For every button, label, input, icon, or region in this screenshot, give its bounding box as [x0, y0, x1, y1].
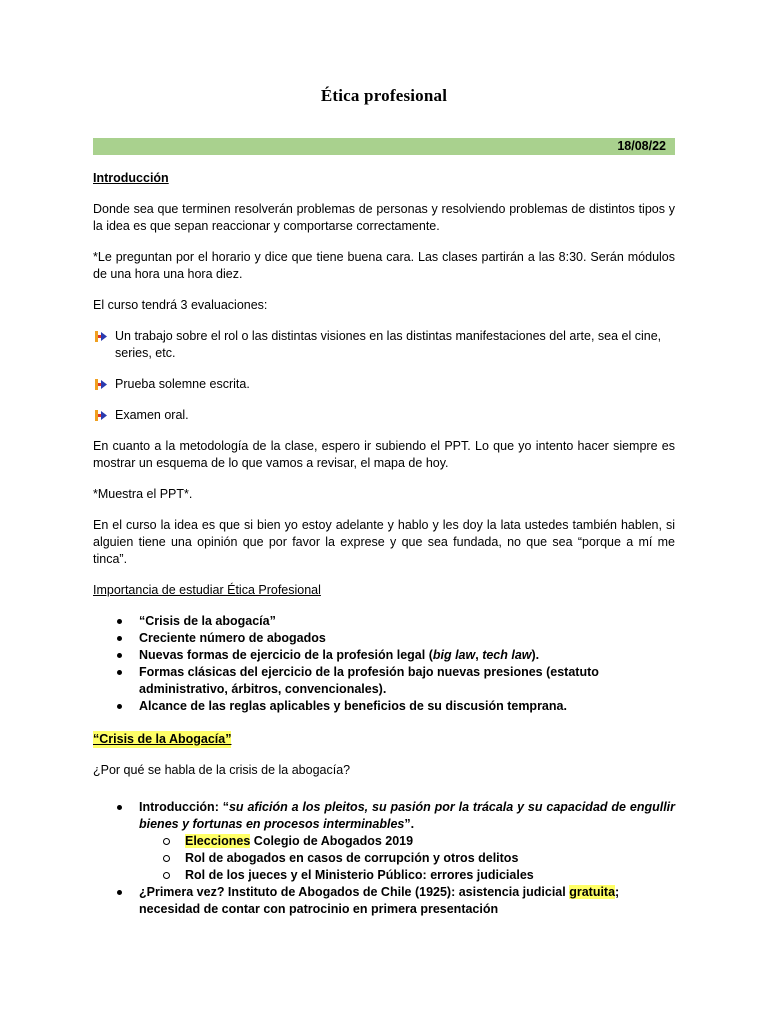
- evaluation-item: [93, 328, 675, 362]
- arrow-bullet-icon: [95, 331, 107, 342]
- paragraph-5: *Muestra el PPT*.: [93, 487, 193, 501]
- bullet-circle-icon: [163, 872, 170, 879]
- list-item-text: Formas clásicas del ejercicio de la profesión bajo nuevas presiones (estatuto administrativo, árbitros, convencionales).: [139, 665, 599, 696]
- list-item: [93, 664, 675, 698]
- bullet-dot-icon: [117, 670, 122, 675]
- list-item: [93, 647, 675, 664]
- arrow-bullet-icon: [95, 410, 107, 421]
- paragraph-3: El curso tendrá 3 evaluaciones:: [93, 298, 268, 312]
- crisis-sublist: [139, 833, 675, 884]
- bullet-dot-icon: [117, 704, 122, 709]
- list-item: [93, 613, 675, 630]
- sublist-item-text: Rol de los jueces y el Ministerio Público: errores judiciales: [185, 868, 534, 882]
- evaluation-text: Examen oral.: [115, 408, 189, 422]
- bullet-dot-icon: [117, 619, 122, 624]
- sublist-item: [139, 850, 675, 867]
- list-item-text: Nuevas formas de ejercicio de la profesión legal (: [139, 648, 433, 662]
- list-item-text: “Crisis de la abogacía”: [139, 614, 276, 628]
- list-item: [93, 630, 675, 647]
- paragraph-2: *Le preguntan por el horario y dice que tiene buena cara. Las clases partirán a las 8:30. Serán módulos de una hora una hora diez.: [93, 250, 675, 281]
- list-item-text: ¿Primera vez? Instituto de Abogados de Chile (1925): asistencia judicial: [139, 885, 570, 899]
- list-item-text: ).: [531, 648, 540, 662]
- list-item: [93, 799, 675, 884]
- document-title: Ética profesional: [320, 86, 448, 105]
- importance-heading: Importancia de estudiar Ética Profesional: [93, 583, 321, 597]
- bullet-dot-icon: [117, 890, 122, 895]
- crisis-list: [93, 799, 675, 918]
- paragraph-1: Donde sea que terminen resolverán problemas de personas y resolviendo problemas de distintos tipos y la idea es que sepan reaccionar y comportarse correctamente.: [93, 202, 675, 233]
- date-label: 18/08/22: [617, 139, 666, 153]
- arrow-bullet-icon: [95, 379, 107, 390]
- list-item-emphasis: big law: [432, 648, 476, 662]
- list-item: [93, 698, 675, 715]
- crisis-heading: “Crisis de la Abogacía”: [93, 732, 232, 746]
- sublist-item: [139, 867, 675, 884]
- intro-heading: Introducción: [93, 171, 169, 185]
- bullet-dot-icon: [117, 636, 122, 641]
- crisis-question: ¿Por qué se habla de la crisis de la abogacía?: [93, 763, 351, 777]
- document-body: [93, 170, 675, 934]
- bullet-circle-icon: [163, 855, 170, 862]
- bullet-dot-icon: [117, 805, 122, 810]
- list-item-text: ,: [475, 648, 483, 662]
- sublist-item: [139, 833, 675, 850]
- highlighted-text: gratuita: [569, 885, 616, 899]
- bullet-dot-icon: [117, 653, 122, 658]
- list-item-text: ”.: [404, 817, 415, 831]
- paragraph-4: En cuanto a la metodología de la clase, espero ir subiendo el PPT. Lo que yo intento hacer siempre es mostrar un esquema de lo que vamos a revisar, el mapa de hoy.: [93, 439, 675, 470]
- evaluation-text: Un trabajo sobre el rol o las distintas visiones en las distintas manifestaciones del arte, sea el cine, series, etc.: [115, 329, 662, 360]
- evaluation-text: Prueba solemne escrita.: [115, 377, 250, 391]
- evaluation-item: [93, 376, 675, 393]
- sublist-item-text: Colegio de Abogados 2019: [250, 834, 414, 848]
- quote-text: su afición a los pleitos, su pasión por la trácala y su capacidad de engullir bienes y fortunas en procesos interminables: [139, 800, 676, 831]
- list-item-text: ; necesidad de contar con patrocinio en primera presentación: [139, 885, 620, 916]
- list-item-emphasis: tech law: [482, 648, 532, 662]
- importance-list: [93, 613, 675, 715]
- list-item: [93, 884, 675, 918]
- bullet-circle-icon: [163, 838, 170, 845]
- list-item-text: Alcance de las reglas aplicables y beneficios de su discusión temprana.: [139, 699, 567, 713]
- evaluation-item: [93, 407, 675, 424]
- date-bar: [93, 138, 675, 155]
- list-item-text: Creciente número de abogados: [139, 631, 326, 645]
- highlighted-text: Elecciones: [185, 834, 251, 848]
- sublist-item-text: Rol de abogados en casos de corrupción y otros delitos: [185, 851, 519, 865]
- paragraph-6: En el curso la idea es que si bien yo estoy adelante y hablo y les doy la lata ustedes también hablen, si alguien tiene una opinión que por favor la exprese y que sea fundada, no que sea “porque a mí me tinca”.: [93, 518, 675, 566]
- list-item-text: Introducción: “: [139, 800, 229, 814]
